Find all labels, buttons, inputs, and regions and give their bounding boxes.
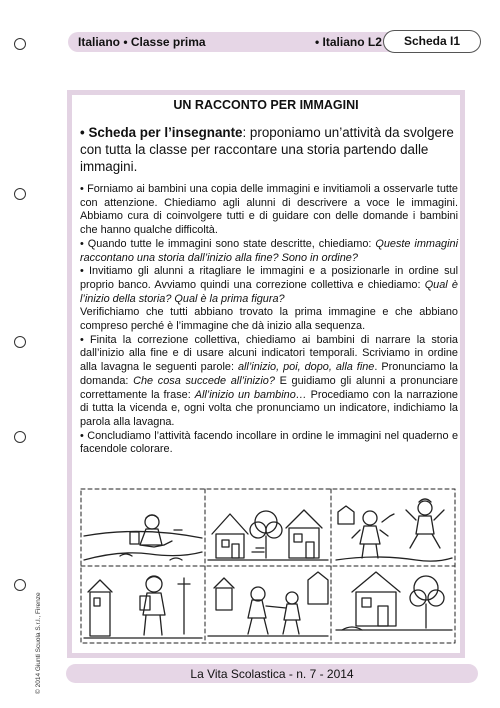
panel-houses: [208, 510, 328, 560]
panel-boys-playing: [336, 499, 452, 561]
copyright-credit: © 2014 Giunti Scuola S.r.l., Firenze: [35, 592, 42, 694]
header-subject: Italiano • Classe prima: [78, 35, 206, 49]
page-title: UN RACCONTO PER IMMAGINI: [173, 98, 359, 112]
time-words: all’inizio, poi, dopo, alla fine: [237, 361, 375, 374]
paragraph-question: [80, 238, 458, 265]
paragraph-text: • Quando tutte le immagini sono state descritte, chiediamo:: [80, 237, 376, 250]
paragraph-narrate: [80, 334, 458, 430]
paragraph-text: Procediamo con la narrazione di tutta la vicenda e, ogni volta che pronunciamo un indicatore, indichiamo la parola alla lavagna.: [80, 388, 458, 428]
panel-walking-to-school: [208, 572, 328, 636]
paragraph-text: E guidiamo gli alunni a pronunciare correttamente la frase:: [80, 374, 458, 401]
panel-boy-with-backpack: [84, 576, 202, 638]
intro-rest: : proponiamo un’attività da svolgere con tutta la classe per raccontare una storia partendo dalle immagini.: [80, 125, 454, 174]
header-level: • Italiano L2: [315, 35, 382, 49]
paragraph-verify: Verifichiamo che tutti abbiano trovato la prima immagine e che abbiano compreso perché è l’immagine che dà inizio alla sequenza.: [80, 306, 458, 333]
panel-boy-on-hill: [84, 515, 202, 560]
paragraph-conclude: • Concludiamo l’attività facendo incollare in ordine le immagini nel quaderno e facendole colorare.: [80, 429, 458, 456]
example-sentence: All’inizio un bambino…: [194, 388, 307, 401]
intro-lead: Scheda per l’insegnante: [88, 125, 243, 140]
paragraph-observe: • Forniamo ai bambini una copia delle immagini e invitiamoli a osservarle tutte con attenzione. Chiediamo agli alunni di descrivere a voce le immagini. Abbiamo cura di coinvolgere tutti e di guidare con delle domande i bambini che hanno qualche difficoltà.: [80, 183, 458, 237]
paragraph-question-text: Che cosa succede all’inizio?: [133, 374, 275, 387]
panel-house-and-tree: [336, 572, 452, 630]
instructions-body: [80, 183, 458, 457]
binder-hole: [14, 336, 26, 348]
binder-hole: [14, 579, 26, 591]
paragraph-question-text: Queste immagini raccontano una storia dall’inizio alla fine? Sono in ordine?: [80, 237, 458, 264]
intro-bullet: •: [80, 125, 85, 140]
binder-hole: [14, 431, 26, 443]
intro-paragraph: [80, 124, 458, 175]
paragraph-question-text: Qual è l’inizio della storia? Qual è la prima figura?: [80, 278, 458, 305]
binder-hole: [14, 38, 26, 50]
paragraph-cut: [80, 265, 458, 306]
cut-lines: [81, 489, 455, 643]
scheda-tab: Scheda I1: [383, 30, 481, 53]
story-images-drawing: [80, 488, 456, 644]
paragraph-text: • Finita la correzione collettiva, chiediamo ai bambini di narrare la storia dall’inizio alla fine e di usare alcuni indicatori temporali. Scriviamo in ordine alla lavagna le seguenti parole:: [80, 333, 458, 374]
footer-publication: La Vita Scolastica - n. 7 - 2014: [190, 667, 354, 681]
paragraph-text: • Invitiamo gli alunni a ritagliare le immagini e a posizionarle in ordine sul proprio banco. Avviamo quindi una correzione collettiva e chiediamo:: [80, 265, 458, 291]
story-images: [80, 488, 456, 644]
binder-hole: [14, 188, 26, 200]
paragraph-text: . Pronunciamo la domanda:: [80, 361, 458, 387]
